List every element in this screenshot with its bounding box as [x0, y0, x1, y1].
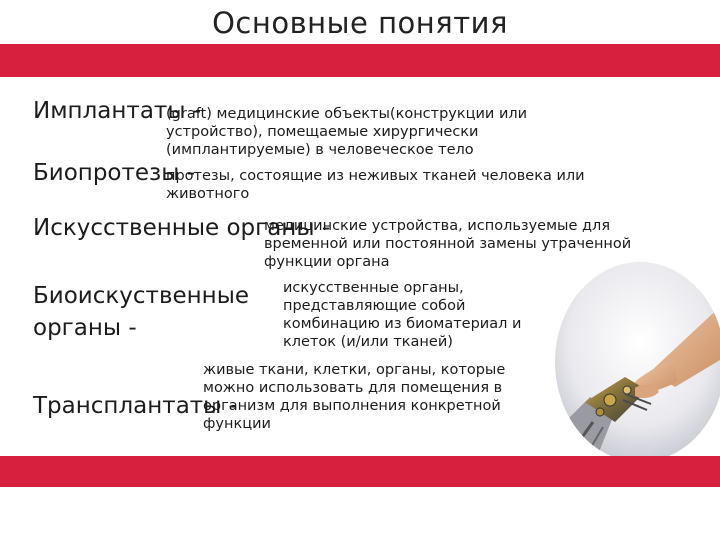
definition-line: организм для выполнения конкретной — [203, 398, 501, 414]
term-transplants: Трансплантаты - — [33, 393, 237, 419]
handshake-image — [555, 262, 720, 462]
definition-line: медицинские устройства, используемые для — [264, 218, 611, 234]
definition-line: протезы, состоящие из неживых тканей человека или — [166, 168, 585, 184]
bottom-accent-band — [0, 456, 720, 487]
definition-line: функции органа — [264, 254, 390, 270]
term-line: Биоискуственные — [33, 283, 250, 309]
definition-bioprostheses — [166, 167, 585, 203]
definition-line: устройство), помещаемые хирургически — [166, 124, 479, 140]
term-line: органы - — [33, 315, 137, 341]
definition-line: представляющие собой — [283, 298, 466, 314]
definition-line: можно использовать для помещения в — [203, 380, 503, 396]
definition-line: живые ткани, клетки, органы, которые — [203, 362, 506, 378]
definition-bioartificial-organs — [283, 279, 521, 351]
term-bioartificial-organs — [33, 280, 249, 344]
term-implants: Имплантаты - — [33, 98, 202, 124]
definition-line: (имплантируемые) в человеческое тело — [166, 142, 474, 158]
definition-transplants — [203, 361, 505, 433]
definition-line: функции — [203, 416, 271, 432]
definition-line: (graft) медицинские объекты(конструкции или — [166, 106, 528, 122]
definition-line: комбинацию из биоматериал и — [283, 316, 522, 332]
term-bioprostheses: Биопротезы - — [33, 160, 196, 186]
definition-line: временной или постоянной замены утраченной — [264, 236, 632, 252]
definition-line: искусственные органы, — [283, 280, 464, 296]
definition-artificial-organs — [264, 217, 631, 271]
definition-line: клеток (и/или тканей) — [283, 334, 453, 350]
definition-implants — [166, 105, 527, 159]
definition-line: животного — [166, 186, 250, 202]
top-accent-band — [0, 44, 720, 77]
term-artificial-organs: Искусственные органы - — [33, 215, 331, 241]
slide-title: Основные понятия — [212, 6, 508, 40]
